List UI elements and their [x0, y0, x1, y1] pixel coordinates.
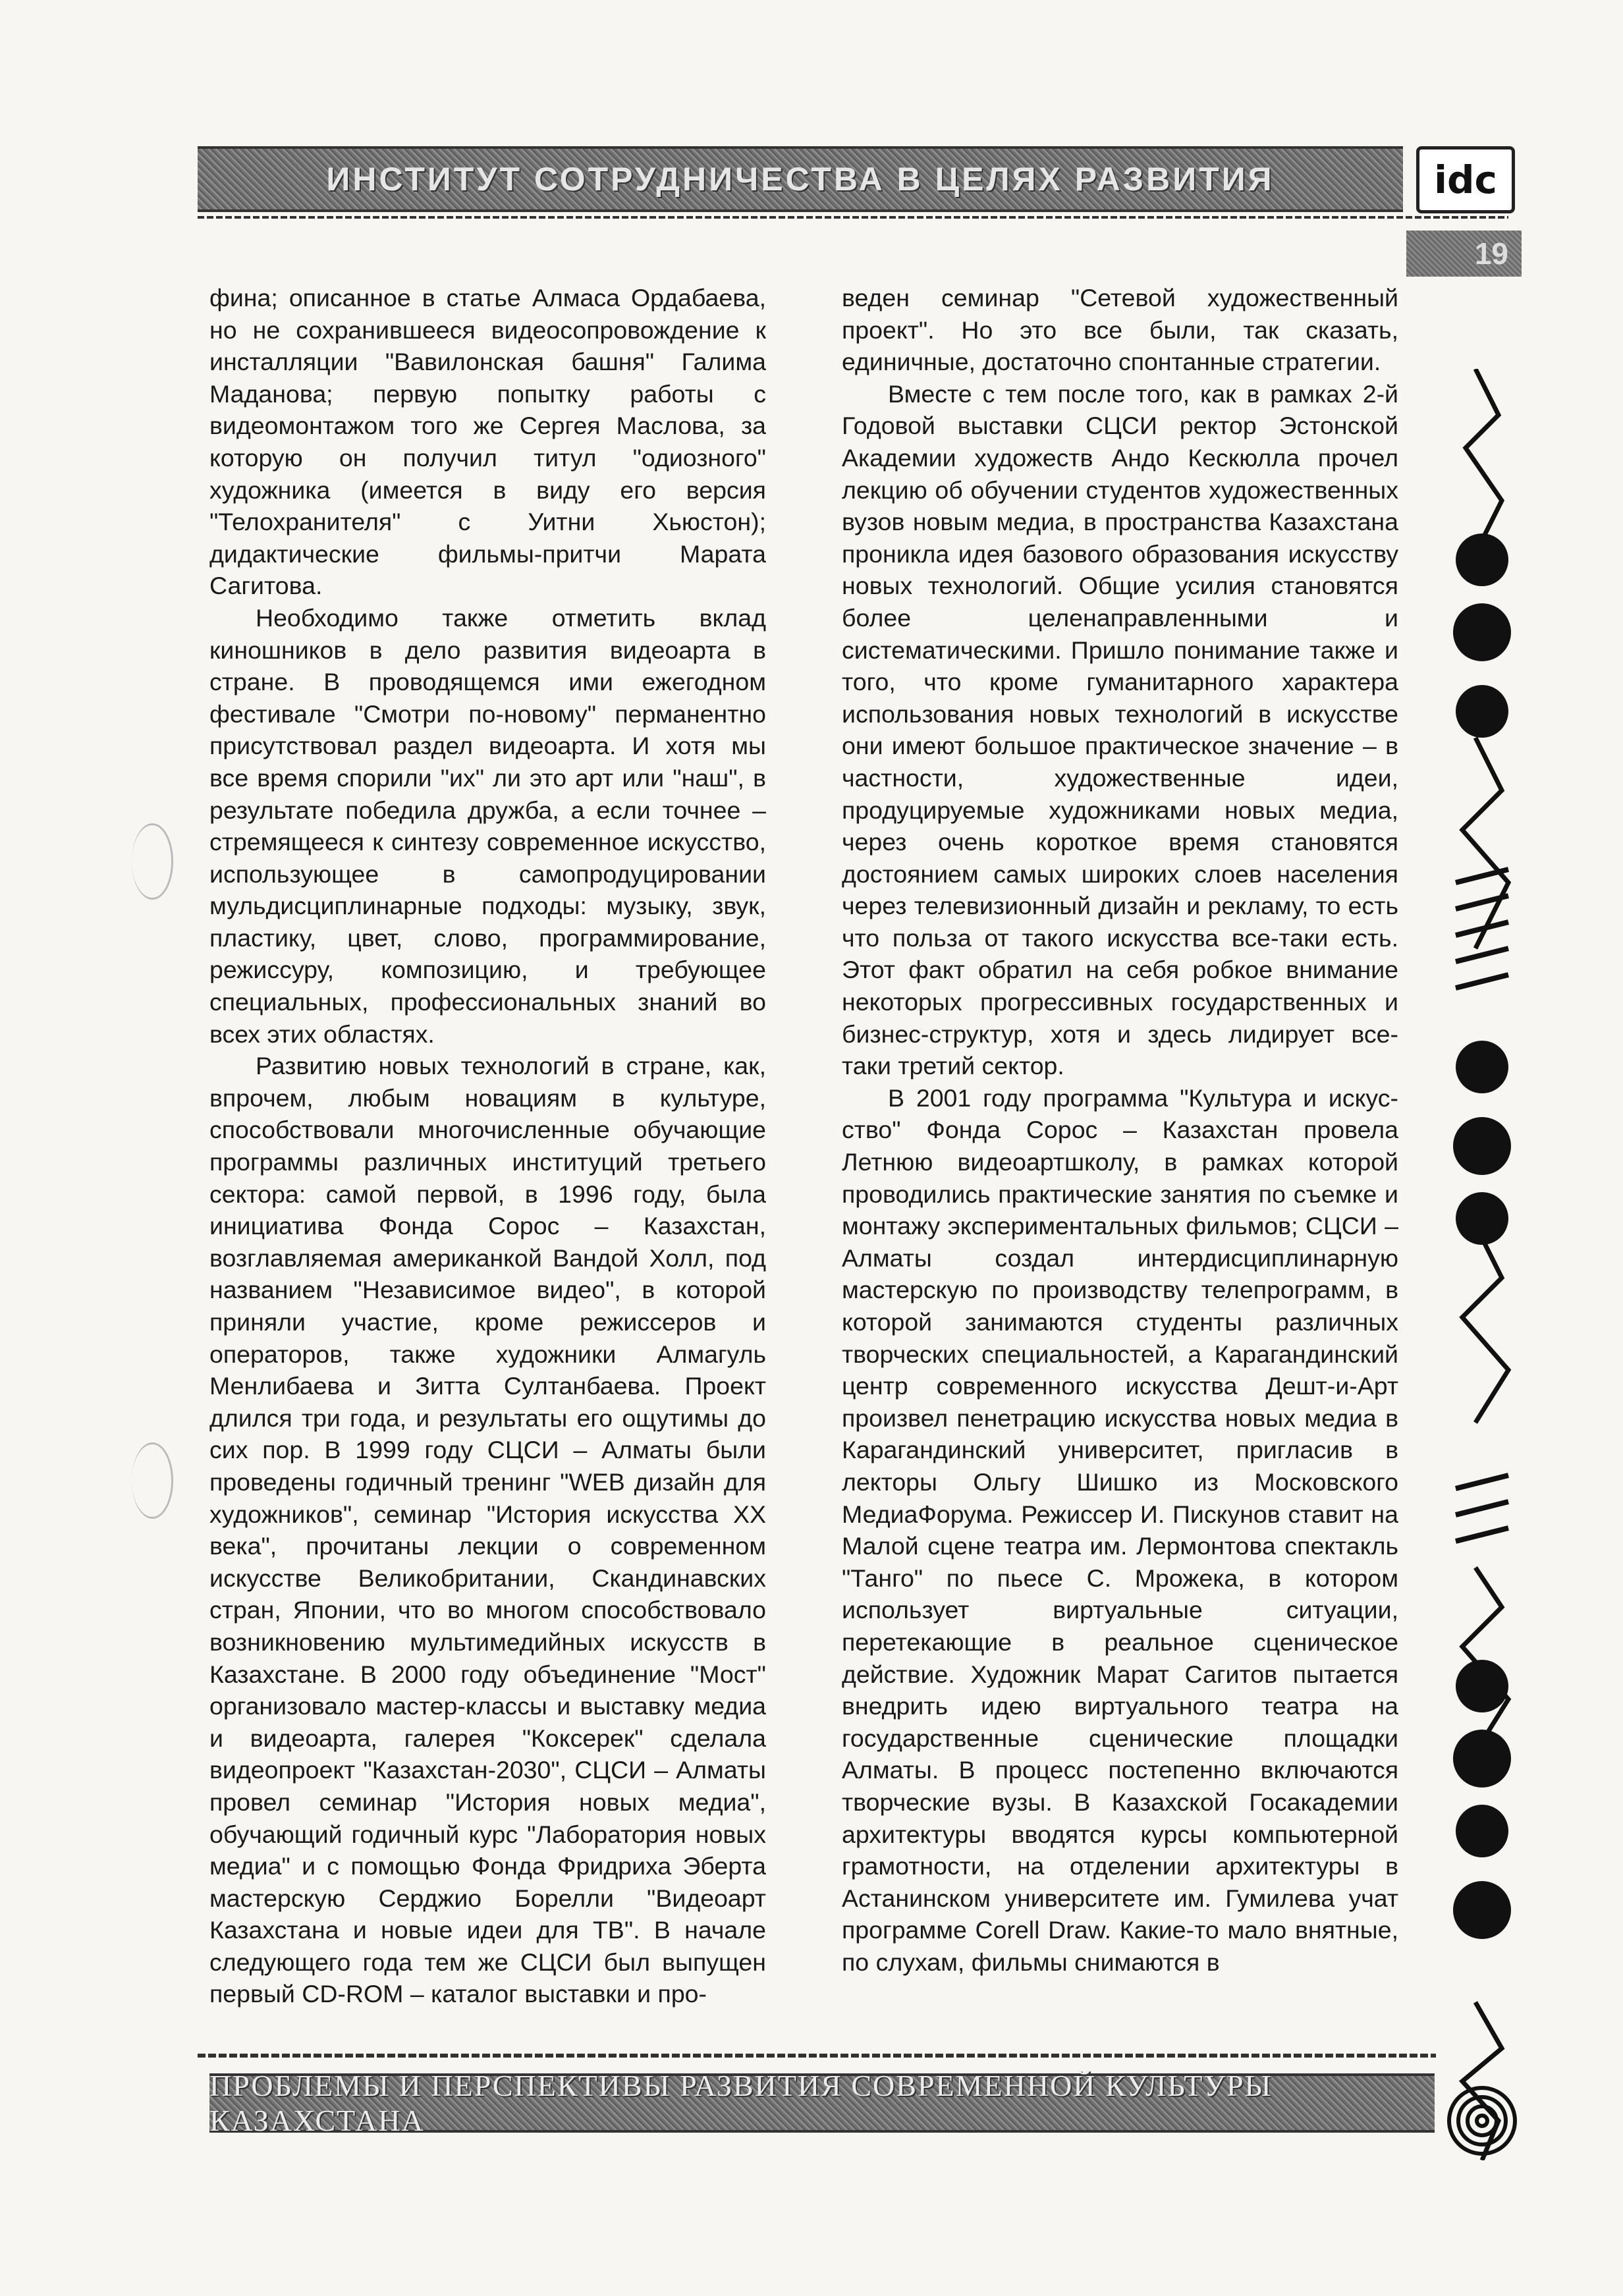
paragraph: В 2001 году программа "Культура и искус-ство" Фонда Сорос – Казахстан провела Летнюю видеоартшколу, в рамках которой проводились практические занятия по съемке и монтажу экспериментальных фильмов; СЦСИ – Алматы создал интердисциплинарную мастерскую по производству телепрограмм, в которой занимаются студенты различных творческих специальностей, а Карагандинский центр современного искусства Дешт-и-Арт произвел пенетрацию искусства новых медиа в Карагандинский университет, пригласив в лекторы Ольгу Шишко из Московского МедиаФорума. Режиссер И. Пискунов ставит на Малой сцене театра им. Лермонтова спектакль "Танго" по пьесе С. Мрожека, в котором использует виртуальные ситуации, перетекающие в реальное сценическое действие. Художник Марат Сагитов пытается внедрить идею виртуального театра на государственные сценические площадки Алматы. В процесс постепенно включаются творческие вузы. В Казахской Госакадемии архитектуры вводятся курсы компьютерной грамотности, на отделении архитектуры в Астанинском университете им. Гумилева учат программе Corell Draw. Какие-то мало внятные, по слухам, фильмы снимаются в	[842, 1083, 1398, 1976]
paragraph: фина; описанное в статье Алмаса Ордабаева, но не сохранившееся видеосопровождение к инсталляции "Вавилонская башня" Галима Маданова; первую попытку работы с видеомонтажом того же Сергея Маслова, за которую он получил титул "одиозного" художника (имеется в виду его версия "Телохранителя" с Уитни Хьюстон); дидактические фильмы-притчи Марата Сагитова.	[209, 284, 766, 600]
header-title: ИНСТИТУТ СОТРУДНИЧЕСТВА В ЦЕЛЯХ РАЗВИТИЯ	[326, 161, 1275, 198]
decorative-ornament	[1436, 369, 1535, 2160]
black-circles	[1453, 533, 1511, 1939]
paragraph: Вместе с тем после того, как в рамках 2-й Годовой выставки СЦСИ ректор Эстонской Академии художеств Андо Кескюлла прочел лекцию об обучении студентов художественных вузов новым медиа, в пространства Казахстана проникла идея базового образования искусству новых технологий. Общие усилия становятся более целенаправленными и систематическими. Пришло понимание также и того, что кроме гуманитарного характера использования новых технологий в искусстве они имеют большое практическое значение – в частности, художественные идеи, продуцируемые художниками новых медиа, через очень короткое время становятся достоянием самых широких слоев населения через телевизионный дизайн и рекламу, то есть что польза от такого искусства все-таки есть. Этот факт обратил на себя робкое внимание некоторых прогрессивных государственных и бизнес-структур, хотя и здесь лидирует все-таки третий сектор.	[842, 379, 1398, 1080]
dot-icon	[1456, 1805, 1508, 1857]
dot-icon	[1456, 533, 1508, 586]
header-rule	[198, 216, 1508, 219]
spiral-icon	[1449, 2088, 1515, 2154]
dot-icon	[1453, 603, 1511, 661]
footer-rule	[198, 2054, 1436, 2058]
dot-icon	[1456, 1660, 1508, 1712]
dot-icon	[1453, 1730, 1511, 1788]
dot-icon	[1456, 1041, 1508, 1093]
page-number-box	[1406, 231, 1522, 277]
footer-banner	[209, 2069, 1435, 2137]
dot-icon	[1456, 685, 1508, 738]
page-number: 19	[1474, 236, 1508, 271]
left-column	[209, 282, 766, 2010]
dot-icon	[1456, 1192, 1508, 1245]
footer-title: ПРОБЛЕМЫ И ПЕРСПЕКТИВЫ РАЗВИТИЯ СОВРЕМЕННОЙ КУЛЬТУРЫ КАЗАХСТАНА	[209, 2069, 1273, 2137]
punch-hole-mark	[132, 823, 173, 900]
punch-hole-mark	[132, 1442, 173, 1519]
right-column	[842, 282, 1398, 1978]
dot-icon	[1453, 1881, 1511, 1939]
paragraph: Необходимо также отметить вклад киношников в дело развития видеоарта в стране. В проводящемся ими ежегодном фестивале "Смотри по-новому" перманентно присутствовал раздел видеоарта. И хотя мы все время спорили "их" ли это арт или "наш", в результате победила дружба, а если точнее – стремящееся к синтезу современное искусство, использующее в самопродуцировании мульдисциплинарные подходы: музыку, звук, пластику, цвет, слово, программирование, режиссуру, композицию, и требующее специальных, профессиональных знаний во всех этих областях.	[209, 603, 766, 1048]
dot-icon	[1453, 1117, 1511, 1175]
paragraph: Развитию новых технологий в стране, как, впрочем, любым новациям в культуре, способствовали многочисленные обучающие программы различных институций третьего сектора: самой первой, в 1996 году, была инициатива Фонда Сорос – Казахстан, возглавляемая американкой Вандой Холл, под названием "Независимое видео", в которой приняли участие, кроме режиссеров и операторов, также художники Алмагуль Менлибаева и Зитта Султанбаева. Проект длился три года, и результаты его ощутимы до сих пор. В 1999 году СЦСИ – Алматы были проведены годичный тренинг "WEB дизайн для художников", семинар "История искусства XX века", прочитаны лекции о современном искусстве Великобритании, Скандинавских стран, Японии, что во многом способствовало возникновению мультимедийных искусств в Казахстане. В 2000 году объединение "Мост" организовало мастер-классы и выставку медиа и видеоарта, галерея "Коксерек" сделала видеопроект "Казахстан-2030", СЦСИ – Алматы провел семинар "История новых медиа", обучающий годичный курс "Лаборатория новых медиа" и с помощью Фонда Фридриха Эберта мастерскую Серджио Борелли "Видеоарт Казахстана и новые идеи для ТВ". В начале следующего года тем же СЦСИ был выпущен первый CD-ROM – каталог выставки и про-	[209, 1052, 766, 2008]
header-banner	[198, 146, 1403, 212]
idc-logo	[1416, 146, 1515, 213]
logo-text: idc	[1434, 157, 1497, 202]
paragraph: веден семинар "Сетевой художественный проект". Но это все были, так сказать, единичные, достаточно спонтанные стратегии.	[842, 284, 1398, 376]
